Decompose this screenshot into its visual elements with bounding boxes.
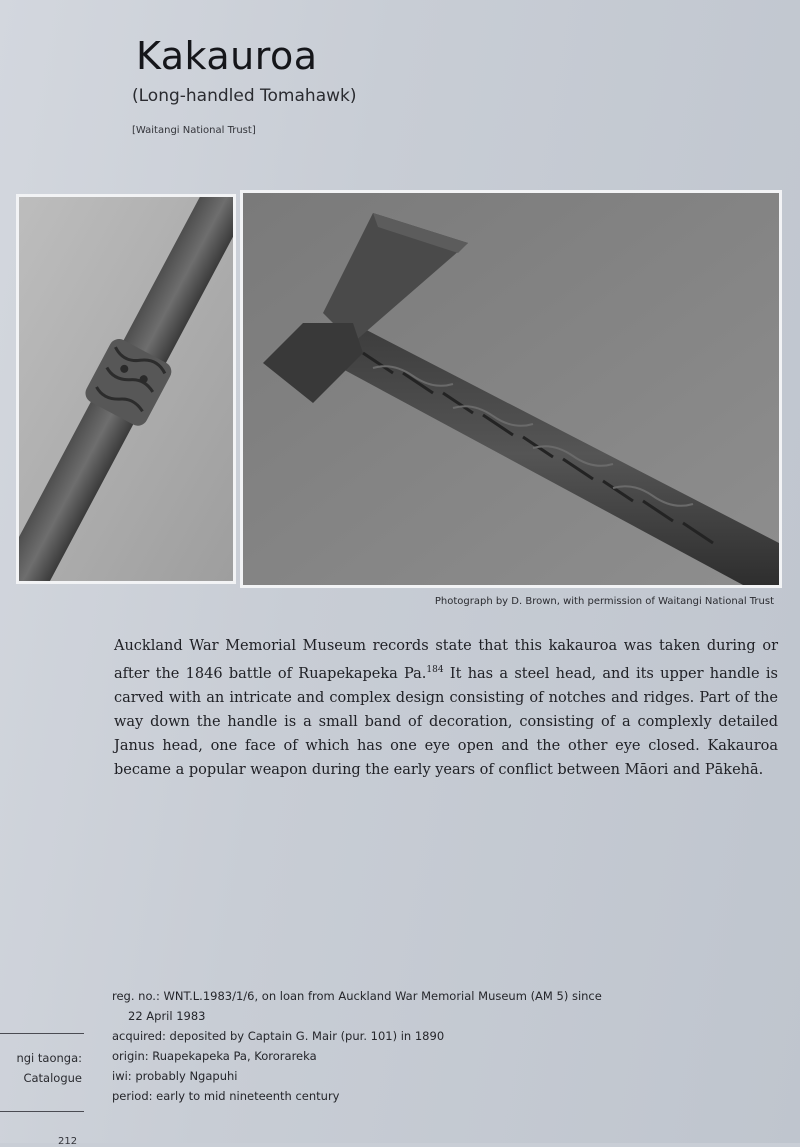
running-side-label — [0, 1033, 84, 1088]
footnote-marker: 184 — [426, 665, 444, 675]
side-label-line1: ngi taonga: — [16, 1051, 82, 1065]
handle-detail-photo — [16, 194, 236, 584]
tomahawk-photo — [240, 190, 782, 588]
handle-detail-image — [19, 197, 233, 581]
reg-no-line2: 22 April 1983 — [128, 1009, 206, 1023]
acquired-line: acquired: deposited by Captain G. Mair (pur. 101) in 1890 — [112, 1029, 445, 1043]
side-label-line2: Catalogue — [23, 1071, 82, 1085]
tomahawk-image — [243, 193, 779, 585]
page-number: 212 — [58, 1136, 78, 1147]
reg-no-line1: reg. no.: WNT.L.1983/1/6, on loan from Auckland War Memorial Museum (AM 5) since — [112, 989, 602, 1003]
side-rule-top — [0, 1033, 84, 1034]
period-line: period: early to mid nineteenth century — [112, 1089, 340, 1103]
description-text-part1: Auckland War Memorial Museum records state that this kakauroa was taken during or after the 1846 battle of Ruapekapeka Pa. — [114, 638, 778, 682]
side-rule-bottom — [0, 1111, 84, 1112]
description-paragraph — [114, 634, 778, 782]
page-title: Kakauroa — [136, 34, 318, 78]
catalogue-details — [112, 986, 752, 1106]
description-text-part2: It has a steel head, and its upper handle is carved with an intricate and complex design consisting of notches and ridges. Part of the way down the handle is a small band of decoration, consisting of a complexly detailed Janus head, one face of which has one eye open and the other eye closed. Kakauroa became a popular weapon during the early years of conflict between Māori and Pākehā. — [114, 666, 778, 778]
owner-credit: [Waitangi National Trust] — [132, 125, 256, 136]
page-subtitle: (Long-handled Tomahawk) — [132, 86, 357, 106]
origin-line: origin: Ruapekapeka Pa, Kororareka — [112, 1049, 317, 1063]
photo-credit: Photograph by D. Brown, with permission of Waitangi National Trust — [434, 596, 774, 607]
iwi-line: iwi: probably Ngapuhi — [112, 1069, 238, 1083]
